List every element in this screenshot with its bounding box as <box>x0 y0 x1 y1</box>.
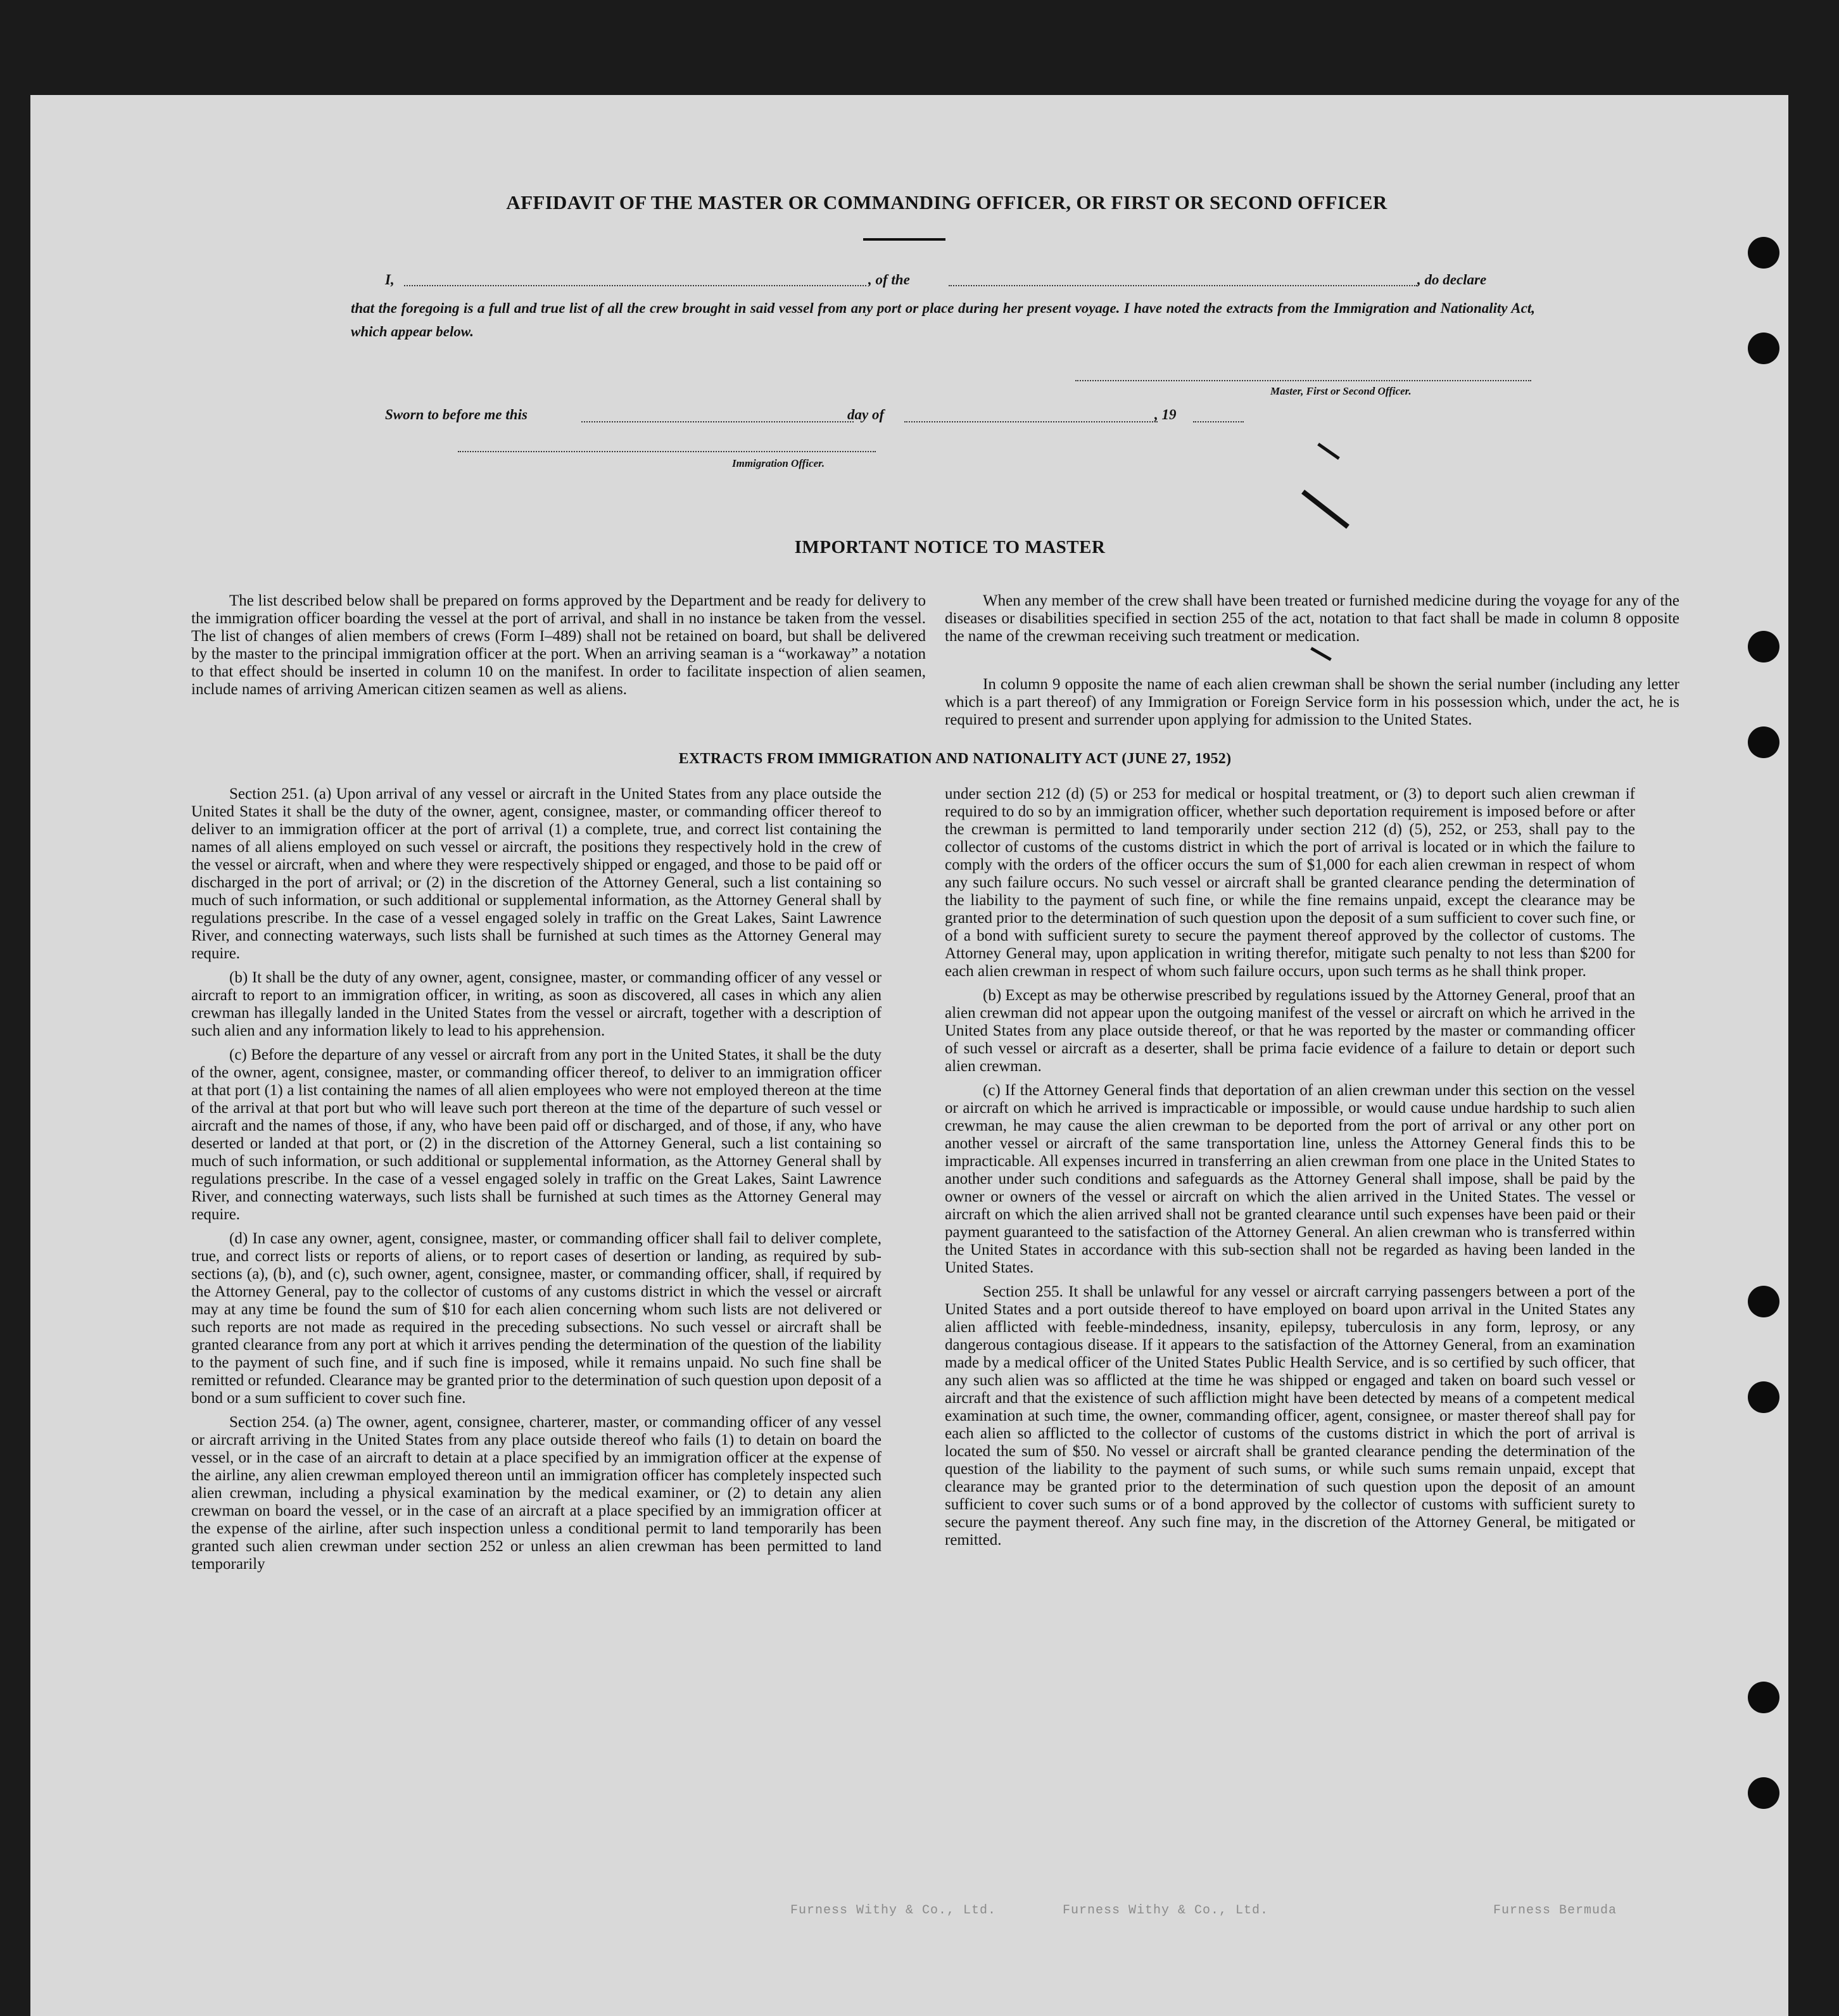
extracts-left-column <box>191 785 882 1580</box>
extracts-right-column <box>945 785 1635 1556</box>
of-the-label: , of the <box>868 272 910 288</box>
year-label: , 19 <box>1154 407 1177 422</box>
extracts-title: EXTRACTS FROM IMMIGRATION AND NATIONALITY ACT (JUNE 27, 1952) <box>678 751 1232 767</box>
day-of-label: day of <box>847 407 885 422</box>
footer-stamp-right: Furness Bermuda <box>1493 1903 1617 1918</box>
binder-hole <box>1748 631 1779 662</box>
officer-caption: Immigration Officer. <box>732 457 825 469</box>
binder-hole <box>1748 1777 1779 1809</box>
document-sheet <box>30 95 1788 2016</box>
notice-right-paragraph-2: In column 9 opposite the name of each alien crewman shall be shown the serial number (including any letter which is a part thereof) of any Immigration or Foreign Service form in his possession which, under the act, he is required to present and surrender upon applying for admission to the United States. <box>945 676 1679 728</box>
vessel-field[interactable] <box>949 285 1417 286</box>
title-rule <box>863 238 945 241</box>
master-caption: Master, First or Second Officer. <box>1270 385 1412 397</box>
sworn-year-field[interactable] <box>1193 421 1244 422</box>
name-field[interactable] <box>404 285 866 286</box>
do-declare-label: , do declare <box>1417 272 1487 288</box>
ink-mark <box>1317 443 1340 460</box>
notice-right-paragraph-1: When any member of the crew shall have been treated or furnished medicine during the voyage for any of the diseases or disabilities specified in section 255 of the act, notation to that fact shall be made in column 8 opposite the name of the crewman receiving such treatment or medication. <box>945 592 1679 645</box>
binder-hole <box>1748 1682 1779 1713</box>
extract-paragraph: Section 255. It shall be unlawful for any vessel or aircraft carrying passengers between a port of the United States and a port outside thereof to have employed on board upon arrival in the United States any alien afflicted with feeble-mindedness, insanity, epilepsy, tuberculosis in any form, leprosy, or any dangerous contagious disease. If it appears to the satisfaction of the Attorney General, from an examination made by a medical officer of the United States Public Health Service, and is so certified by such officer, that any such alien was so afflicted at the time he was shipped or engaged and taken on board such vessel or aircraft and that the existence of such affliction might have been detected by means of a competent medical examination at such time, the owner, commanding officer, agent, consignee, or master thereof shall pay for each alien so afflicted to the collector of customs of the customs district in which the port of arrival is located the sum of $50. No vessel or aircraft shall be granted clearance pending the determination of the question of the liability to the payment of such sums, or while such sums remain unpaid, except that clearance may be granted prior to the determination of such question upon the deposit of an amount sufficient to cover such sums or of a bond approved by the collector of customs with sufficient surety to secure the payment thereof. Any such fine may, in the discretion of the Attorney General, be mitigated or remitted. <box>945 1283 1635 1549</box>
extract-paragraph: (c) Before the departure of any vessel or aircraft from any port in the United States, it shall be the duty of the owner, agent, consignee, master, or commanding officer thereof, to deliver to an immigration officer at that port (1) a list containing the names of all alien employees who were not employed thereon at the time of the arrival at that port but who will leave such port thereon at the time of the departure of such vessel or aircraft and the names of those, if any, who have been paid off or discharged, and of those, if any, who have deserted or landed at that port, or (2) in the discretion of the Attorney General, such a list containing so much of such information, or such additional or supplemental information, as the Attorney General shall by regulations prescribe. In the case of a vessel engaged solely in traffic on the Great Lakes, Saint Lawrence River, and connecting waterways, such lists shall be furnished at such times as the Attorney General may require. <box>191 1046 882 1223</box>
extract-paragraph: (b) It shall be the duty of any owner, agent, consignee, master, or commanding officer of any vessel or aircraft to report to an immigration officer, in writing, as soon as discovered, all cases in which any alien crewman has illegally landed in the United States from the vessel or aircraft, together with a description of such alien and any information likely to lead to his apprehension. <box>191 969 882 1039</box>
ink-mark <box>1310 647 1332 661</box>
affidavit-title: AFFIDAVIT OF THE MASTER OR COMMANDING OFFICER, OR FIRST OR SECOND OFFICER <box>506 191 1387 213</box>
sworn-label: Sworn to before me this <box>385 407 528 422</box>
extract-paragraph: Section 251. (a) Upon arrival of any vessel or aircraft in the United States from any place outside the United States it shall be the duty of the owner, agent, consignee, master, or commanding officer thereof to deliver to an immigration officer at the port of arrival (1) a complete, true, and correct list containing the names of all aliens employed on such vessel or aircraft, the positions they respectively hold in the crew of the vessel or aircraft, when and where they were respectively shipped or engaged, and those to be paid off or discharged in the port of arrival; or (2) in the discretion of the Attorney General, such a list containing so much of such information, or such additional or supplemental information, as the Attorney General shall by regulations prescribe. In the case of a vessel engaged solely in traffic on the Great Lakes, Saint Lawrence River, and connecting waterways, such lists shall be furnished at such times as the Attorney General may require. <box>191 785 882 962</box>
binder-hole <box>1748 333 1779 364</box>
extract-paragraph: Section 254. (a) The owner, agent, consignee, charterer, master, or commanding officer of any vessel or aircraft arriving in the United States from any place outside thereof who fails (1) to detain on board the vessel, or in the case of an aircraft to detain at a place specified by an immigration officer at the expense of the airline, any alien crewman employed thereon until an immigration officer has completely inspected such alien crewman, including a physical examination by the medical examiner, or (2) to detain any alien crewman on board the vessel, or in the case of an aircraft at a place specified by an immigration officer at the expense of the airline, after such inspection unless a conditional permit to land temporarily has been granted such alien crewman under section 252 or unless an alien crewman has been permitted to land temporarily <box>191 1414 882 1573</box>
extract-paragraph: (c) If the Attorney General finds that deportation of an alien crewman under this section on the vessel or aircraft on which he arrived is impracticable or impossible, or would cause undue hardship to such alien crewman, he may cause the alien crewman to be deported from the port of arrival or any other port on another vessel or aircraft of the same transportation line, unless the Attorney General finds this to be impracticable. All expenses incurred in transferring an alien crewman from one place in the United States to another under such conditions and safeguards as the Attorney General shall impose, shall be paid by the owner or owners of the vessel or aircraft on which the alien arrived in the United States. The vessel or aircraft on which the alien arrived shall not be granted clearance until such expenses have been paid or their payment guaranteed to the satisfaction of the Attorney General. An alien crewman who is transferred within the United States in accordance with this sub-section shall not be regarded as having been landed in the United States. <box>945 1082 1635 1276</box>
footer-stamp-left: Furness Withy & Co., Ltd. <box>790 1903 997 1918</box>
binder-hole <box>1748 1381 1779 1413</box>
binder-hole <box>1748 237 1779 269</box>
master-signature-line[interactable] <box>1075 380 1531 381</box>
officer-signature-line[interactable] <box>458 451 876 452</box>
sworn-day-field[interactable] <box>581 421 854 422</box>
ink-mark <box>1301 490 1349 529</box>
extract-paragraph: under section 212 (d) (5) or 253 for medical or hospital treatment, or (3) to deport such alien crewman if required to do so by an immigration officer, whether such deportation requirement is imposed before or after the crewman is permitted to land temporarily under section 212 (d) (5), 252, or 253, shall pay to the collector of customs of the customs district in which the port of arrival is located or in which the failure to comply with the orders of the officer occurs the sum of $1,000 for each alien crewman in respect of whom any such failure occurs. No such vessel or aircraft shall be granted clearance pending the determination of the liability to the payment of such fine, or while the fine remains unpaid, except the clearance may be granted prior to the determination of such question upon the deposit of a sum sufficient to cover such fine, or of a bond with sufficient surety to secure the payment thereof approved by the collector of customs. The Attorney General may, upon application in writing therefor, mitigate such penalty to not less than $200 for each alien crewman in respect of whom such failure occurs, upon such terms as he shall think proper. <box>945 785 1635 980</box>
declaration-text: that the foregoing is a full and true list of all the crew brought in said vessel from any port or place during her present voyage. I have noted the extracts from the Immigration and Nationality Act, which appear below. <box>351 300 1535 339</box>
extract-paragraph: (b) Except as may be otherwise prescribed by regulations issued by the Attorney General, proof that an alien crewman did not appear upon the outgoing manifest of the vessel or aircraft on which he arrived in the United States from any place outside thereof, or that he was reported by the master or commanding officer of such vessel or aircraft as a deserter, shall be prima facie evidence of a failure to detain or deport such alien crewman. <box>945 987 1635 1075</box>
notice-left-paragraph: The list described below shall be prepared on forms approved by the Department and be ready for delivery to the immigration officer boarding the vessel at the port of arrival, and shall in no instance be taken from the vessel. The list of changes of alien members of crews (Form I–489) shall not be retained on board, but shall be delivered by the master to the principal immigration officer at the port. When an arriving seaman is a “workaway” a notation to that effect should be inserted in column 10 on the manifest. In order to facilitate inspection of alien seamen, include names of arriving American citizen seamen as well as aliens. <box>191 592 926 698</box>
binder-hole <box>1748 1286 1779 1317</box>
extract-paragraph: (d) In case any owner, agent, consignee, master, or commanding officer shall fail to deliver complete, true, and correct lists or reports of aliens, or to report cases of desertion or landing, as required by sub-sections (a), (b), and (c), such owner, agent, consignee, master, or commanding officer, shall, if required by the Attorney General, pay to the collector of customs of any customs district in which the vessel or aircraft may at any time be found the sum of $10 for each alien concerning whom such lists are not delivered or such reports are not made as required in the preceding subsections. No such vessel or aircraft shall be granted clearance from any port at which it arrives pending the determination of the question of the liability to the payment of such fine, and if such fine is imposed, while it remains unpaid. No such fine shall be remitted or refunded. Clearance may be granted prior to the determination of such question upon deposit of a bond or a sum sufficient to cover such fine. <box>191 1230 882 1407</box>
binder-hole <box>1748 726 1779 758</box>
footer-stamp-middle: Furness Withy & Co., Ltd. <box>1063 1903 1269 1918</box>
sworn-month-field[interactable] <box>904 421 1158 422</box>
notice-title: IMPORTANT NOTICE TO MASTER <box>794 537 1106 557</box>
i-label: I, <box>385 272 395 288</box>
